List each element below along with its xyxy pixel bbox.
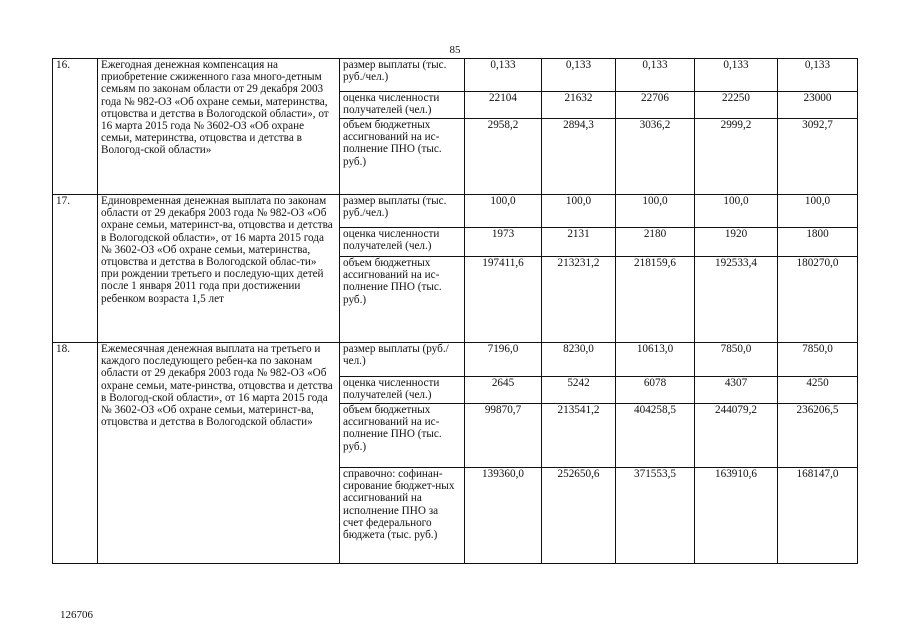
budget-table [52, 58, 858, 564]
indicator-label: объем бюджетных ассигнований на ис-полнение ПНО (тыс. руб.) [340, 404, 465, 468]
value-cell: 1800 [778, 228, 858, 257]
value-cell: 5242 [542, 377, 616, 404]
value-cell: 2131 [542, 228, 616, 257]
value-cell: 2958,2 [465, 119, 542, 195]
value-cell: 22250 [695, 92, 778, 119]
table-row [53, 195, 858, 228]
value-cell: 99870,7 [465, 404, 542, 468]
indicator-label: оценка численности получателей (чел.) [340, 92, 465, 119]
table-row [53, 343, 858, 377]
value-cell: 236206,5 [778, 404, 858, 468]
indicator-label: размер выплаты (руб./чел.) [340, 343, 465, 377]
row-number: 18. [53, 343, 98, 564]
value-cell: 8230,0 [542, 343, 616, 377]
value-cell: 404258,5 [616, 404, 695, 468]
value-cell: 100,0 [616, 195, 695, 228]
value-cell: 100,0 [465, 195, 542, 228]
value-cell: 100,0 [778, 195, 858, 228]
value-cell: 2894,3 [542, 119, 616, 195]
page-number: 85 [449, 44, 461, 56]
value-cell: 1973 [465, 228, 542, 257]
value-cell: 3036,2 [616, 119, 695, 195]
value-cell: 139360,0 [465, 468, 542, 564]
value-cell: 0,133 [616, 59, 695, 92]
value-cell: 163910,6 [695, 468, 778, 564]
value-cell: 252650,6 [542, 468, 616, 564]
value-cell: 7850,0 [695, 343, 778, 377]
value-cell: 197411,6 [465, 257, 542, 343]
value-cell: 0,133 [542, 59, 616, 92]
indicator-label: оценка численности получателей (чел.) [340, 228, 465, 257]
value-cell: 213231,2 [542, 257, 616, 343]
row-number: 17. [53, 195, 98, 343]
table-row [53, 59, 858, 92]
indicator-label: объем бюджетных ассигнований на ис-полнение ПНО (тыс. руб.) [340, 257, 465, 343]
value-cell: 2645 [465, 377, 542, 404]
value-cell: 23000 [778, 92, 858, 119]
value-cell: 100,0 [695, 195, 778, 228]
value-cell: 100,0 [542, 195, 616, 228]
document-code: 126706 [60, 609, 93, 621]
value-cell: 4250 [778, 377, 858, 404]
value-cell: 21632 [542, 92, 616, 119]
indicator-label: справочно: софинан-сирование бюджет-ных ассигнований на исполнение ПНО за счет федерального бюджета (тыс. руб.) [340, 468, 465, 564]
value-cell: 3092,7 [778, 119, 858, 195]
value-cell: 0,133 [778, 59, 858, 92]
value-cell: 7196,0 [465, 343, 542, 377]
value-cell: 168147,0 [778, 468, 858, 564]
value-cell: 371553,5 [616, 468, 695, 564]
value-cell: 2180 [616, 228, 695, 257]
value-cell: 6078 [616, 377, 695, 404]
value-cell: 180270,0 [778, 257, 858, 343]
value-cell: 7850,0 [778, 343, 858, 377]
value-cell: 213541,2 [542, 404, 616, 468]
value-cell: 2999,2 [695, 119, 778, 195]
indicator-label: размер выплаты (тыс. руб./чел.) [340, 195, 465, 228]
indicator-label: оценка численности получателей (чел.) [340, 377, 465, 404]
value-cell: 4307 [695, 377, 778, 404]
row-description: Ежемесячная денежная выплата на третьего и каждого последующего ребен-ка по законам области от 29 декабря 2003 года № 982-ОЗ «Об охране семьи, мате-ринства, отцовства и детства в Вологод-ской области», от 16 марта 2015 года № 3602-ОЗ «Об охране семьи, материнст-ва, отцовства и детства в Вологодской области» [98, 343, 340, 564]
row-number: 16. [53, 59, 98, 195]
value-cell: 1920 [695, 228, 778, 257]
value-cell: 22104 [465, 92, 542, 119]
value-cell: 0,133 [695, 59, 778, 92]
row-description: Единовременная денежная выплата по законам области от 29 декабря 2003 года № 982-ОЗ «Об охране семьи, материнст-ва, отцовства и детства в Вологодской области», от 16 марта 2015 года № 3602-ОЗ «Об охране семьи, материнства, отцовства и детства в Вологодской облас-ти» при рождении третьего и последую-щих детей после 1 января 2011 года при достижении ребенком возраста 1,5 лет [98, 195, 340, 343]
value-cell: 10613,0 [616, 343, 695, 377]
value-cell: 192533,4 [695, 257, 778, 343]
value-cell: 22706 [616, 92, 695, 119]
value-cell: 218159,6 [616, 257, 695, 343]
value-cell: 0,133 [465, 59, 542, 92]
row-description: Ежегодная денежная компенсация на приобретение сжиженного газа много-детным семьям по законам области от 29 декабря 2003 года № 982-ОЗ «Об охране семьи, материнства, отцовства и детства в Вологодской области», от 16 марта 2015 года № 3602-ОЗ «Об охране семьи, материнства, отцовства и детства в Вологод-ской области» [98, 59, 340, 195]
indicator-label: объем бюджетных ассигнований на ис-полнение ПНО (тыс. руб.) [340, 119, 465, 195]
value-cell: 244079,2 [695, 404, 778, 468]
indicator-label: размер выплаты (тыс. руб./чел.) [340, 59, 465, 92]
